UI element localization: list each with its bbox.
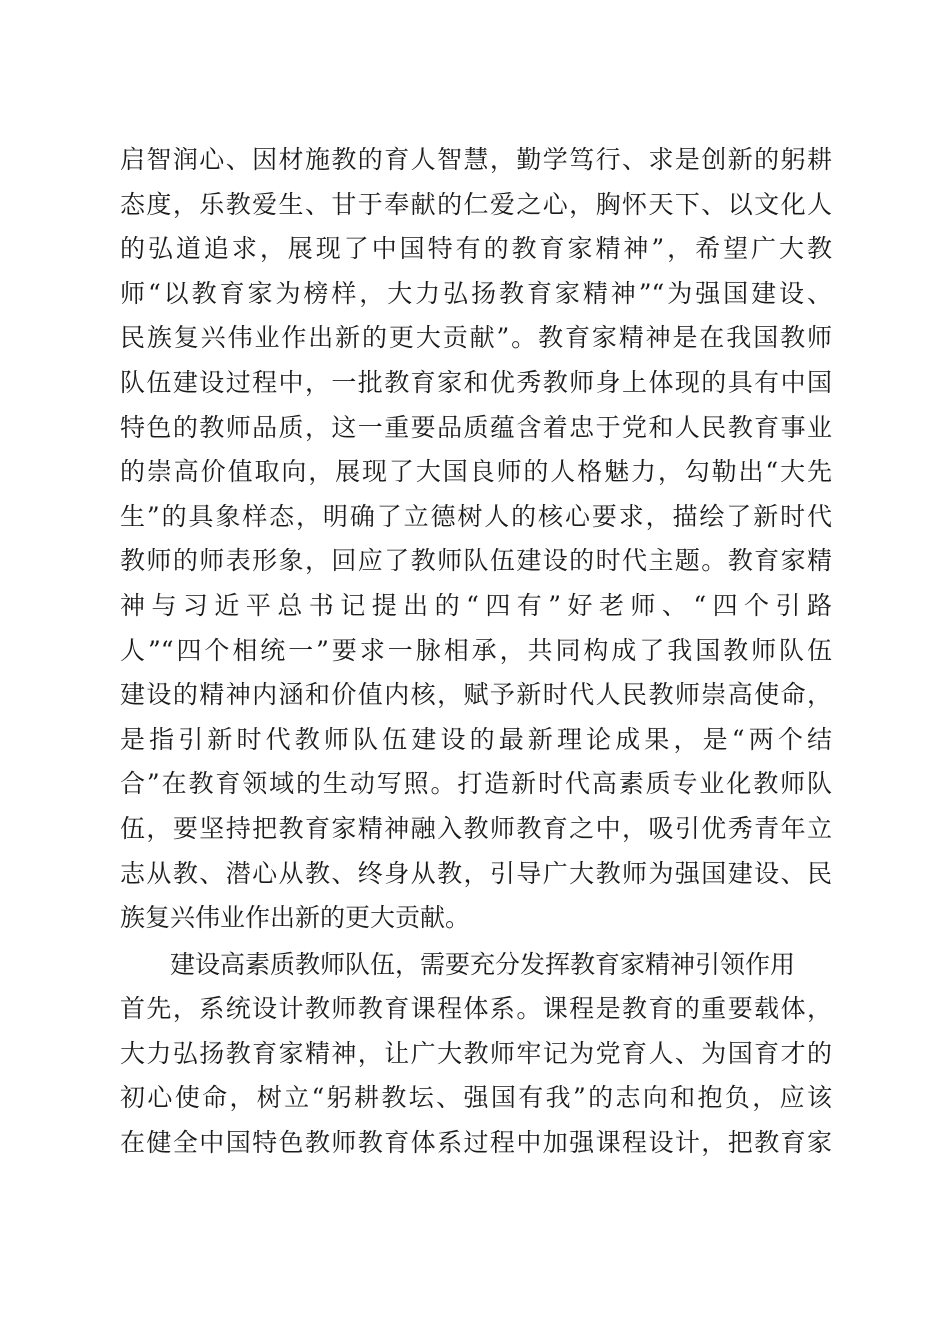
text-line: 大力弘扬教育家精神，让广大教师牢记为党育人、为国育才的 [120,1038,832,1068]
text-line: 的弘道追求，展现了中国特有的教育家精神”，希望广大教 [120,234,832,264]
text-line: 是指引新时代教师队伍建设的最新理论成果，是“两个结 [120,724,832,754]
text-line: 初心使命，树立“躬耕教坛、强国有我”的志向和抱负，应该 [120,1083,832,1113]
text-line: 特色的教师品质，这一重要品质蕴含着忠于党和人民教育事业 [120,412,832,442]
text-line: 的崇高价值取向，展现了大国良师的人格魅力，勾勒出“大先 [120,457,832,487]
text-line: 启智润心、因材施教的育人智慧，勤学笃行、求是创新的躬耕 [120,145,832,174]
text-line: 态度，乐教爱生、甘于奉献的仁爱之心，胸怀天下、以文化人 [120,189,832,219]
text-line: 民族复兴伟业作出新的更大贡献”。教育家精神是在我国教师 [120,323,832,353]
body-text [120,138,832,1166]
text-line: 伍，要坚持把教育家精神融入教师教育之中，吸引优秀青年立 [120,813,832,843]
text-line: 建设的精神内涵和价值内核，赋予新时代人民教师崇高使命， [120,680,832,710]
paragraph-2 [120,943,832,1166]
text-line: 建设高素质教师队伍，需要充分发挥教育家精神引领作用 [170,949,796,979]
text-line: 生”的具象样态，明确了立德树人的核心要求，描绘了新时代 [120,501,832,531]
text-line: 族复兴伟业作出新的更大贡献。 [120,903,471,933]
text-line: 队伍建设过程中，一批教育家和优秀教师身上体现的具有中国 [120,367,832,397]
text-line: 在健全中国特色教师教育体系过程中加强课程设计，把教育家 [120,1128,832,1158]
text-line: 人”“四个相统一”要求一脉相承，共同构成了我国教师队伍 [120,635,832,665]
text-line: 合”在教育领域的生动写照。打造新时代高素质专业化教师队 [120,769,832,799]
text-line: 师“以教育家为榜样，大力弘扬教育家精神”“为强国建设、 [120,278,832,308]
text-line: 志从教、潜心从教、终身从教，引导广大教师为强国建设、民 [120,858,832,888]
text-line: 教师的师表形象，回应了教师队伍建设的时代主题。教育家精 [120,546,832,576]
text-line: 神与习近平总书记提出的“四有”好老师、“四个引路 [120,590,832,620]
paragraph-1 [120,138,832,941]
text-line: 首先，系统设计教师教育课程体系。课程是教育的重要载体， [120,994,832,1024]
